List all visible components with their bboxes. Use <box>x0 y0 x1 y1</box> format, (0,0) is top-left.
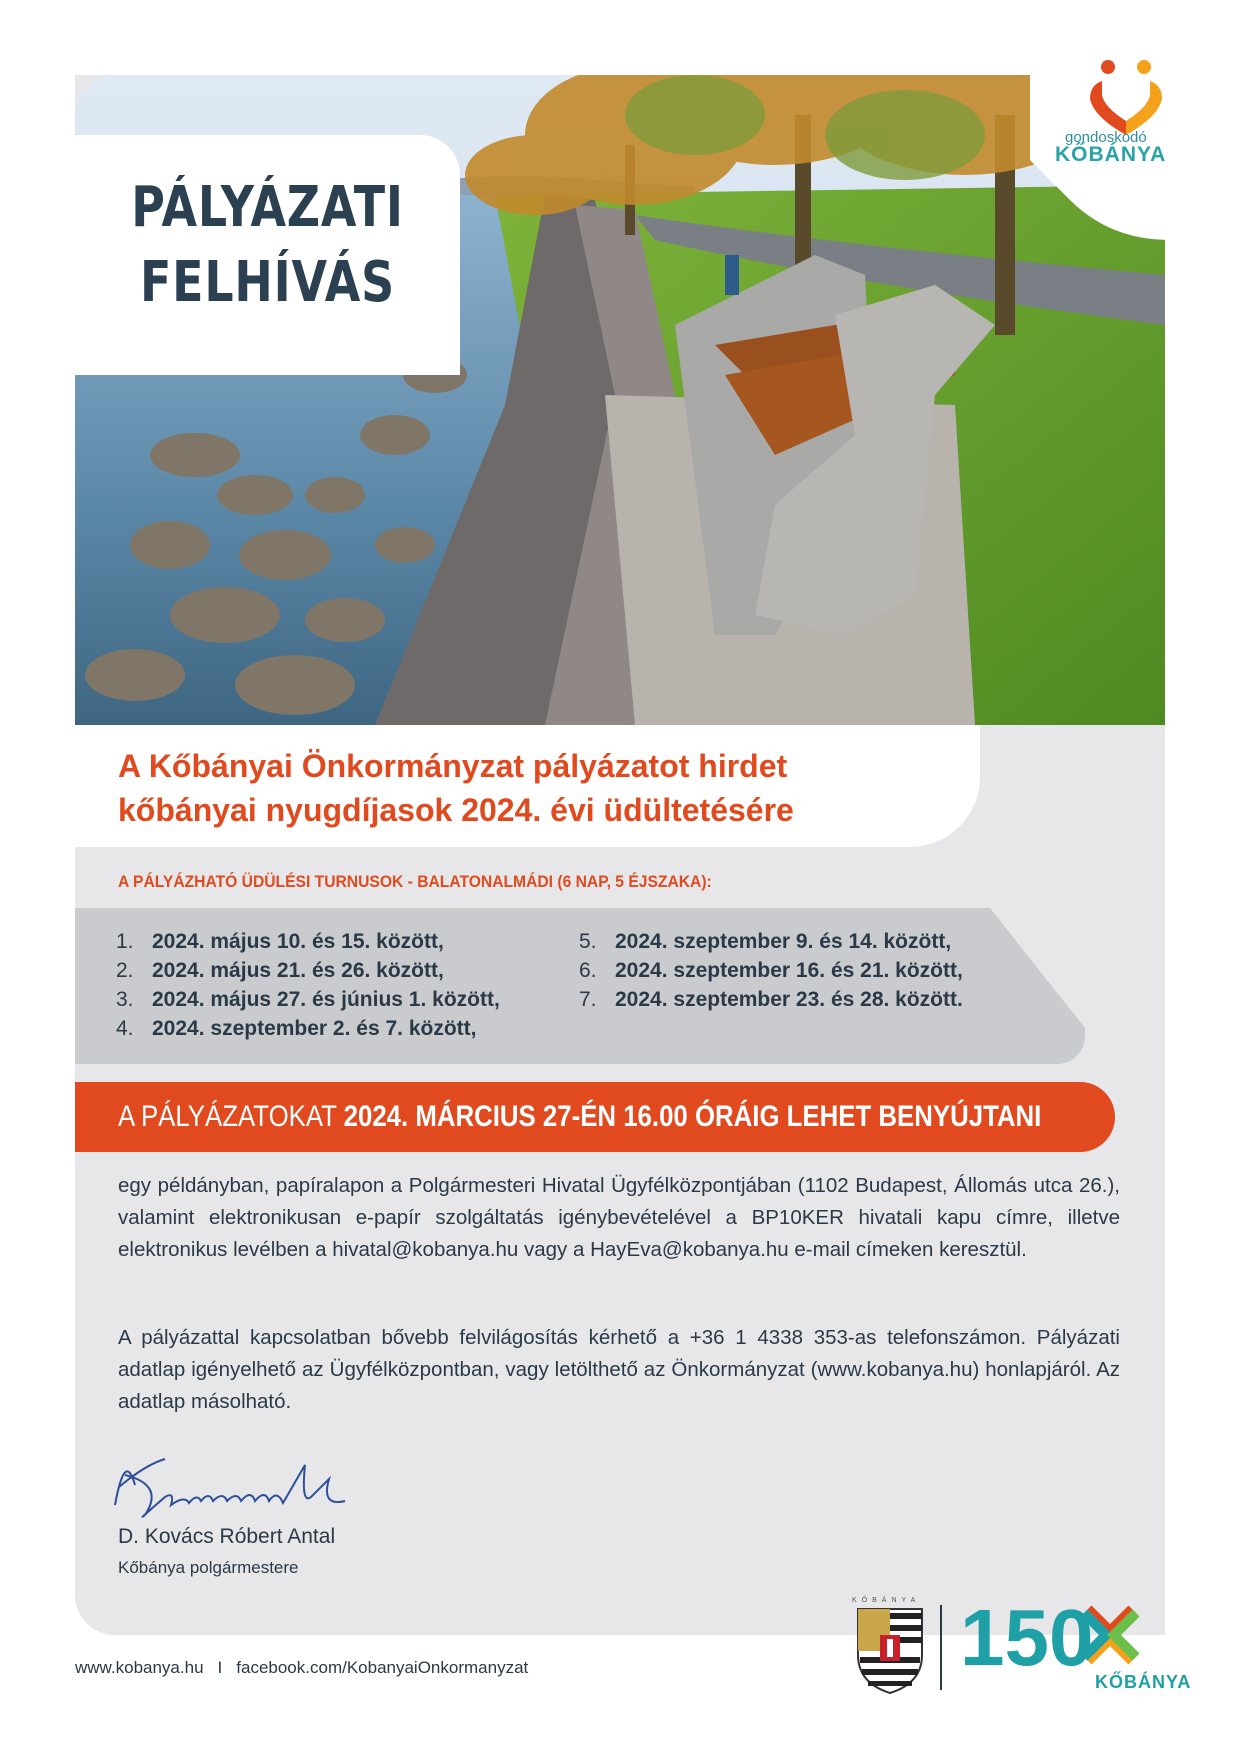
list-item: 7. 2024. szeptember 23. és 28. között. <box>579 988 963 1011</box>
list-item: 4. 2024. szeptember 2. és 7. között, <box>116 1017 477 1040</box>
crest-label: KŐBÁNYA <box>852 1597 921 1604</box>
logo-name: KŐBÁNYA <box>1055 143 1167 166</box>
list-item: 1. 2024. május 10. és 15. között, <box>116 930 444 953</box>
anniversary-150-icon <box>960 1595 1160 1680</box>
footer-divider <box>940 1605 942 1690</box>
turnus-heading: A PÁLYÁZHATÓ ÜDÜLÉSI TURNUSOK - BALATONALMÁDI (6 NAP, 5 ÉJSZAKA): <box>118 872 712 891</box>
anniversary-number: 150 <box>960 1595 1094 1675</box>
signer-title: Kőbánya polgármestere <box>118 1558 299 1577</box>
website-link[interactable]: www.kobanya.hu <box>75 1658 204 1677</box>
headline-line1: A Kőbányai Önkormányzat pályázatot hirdet <box>118 748 788 784</box>
list-item: 6. 2024. szeptember 16. és 21. között, <box>579 959 963 982</box>
page-title-line1: PÁLYÁZATI <box>131 175 404 240</box>
footer-links <box>75 1658 528 1678</box>
list-item: 3. 2024. május 27. és június 1. között, <box>116 988 500 1011</box>
list-item: 5. 2024. szeptember 9. és 14. között, <box>579 930 952 953</box>
facebook-link[interactable]: facebook.com/KobanyaiOnkormanyzat <box>236 1658 529 1677</box>
title-card <box>75 135 460 375</box>
footer-separator: I <box>217 1658 223 1677</box>
headline-line2: kőbányai nyugdíjasok 2024. évi üdültetésére <box>118 792 794 828</box>
signature-image <box>105 1445 385 1530</box>
info-paragraph: A pályázattal kapcsolatban bővebb felvilágosítás kérhető a +36 1 4338 353-as telefonszámon. Pályázati adatlap igényelhető az Ügyfélközpontban, vagy letölthető az Önkormányzat (www.kobanya.hu) honlapjáról. Az adatlap másolható. <box>118 1326 1120 1413</box>
logo-tagline: gondoskodó <box>1065 129 1147 146</box>
page-title-line2: FELHÍVÁS <box>139 250 396 315</box>
deadline-text: A PÁLYÁZATOKAT 2024. MÁRCIUS 27-ÉN 16.00 ÓRÁIG LEHET BENYÚJTANI <box>118 1100 1042 1133</box>
city-crest-icon <box>850 1595 930 1700</box>
anniversary-label: KŐBÁNYA <box>1095 1672 1192 1692</box>
submission-paragraph: egy példányban, papíralapon a Polgármesteri Hivatal Ügyfélközpontjában (1102 Budapest, Állomás utca 26.), valamint elektronikusan e-papír szolgáltatás igénybevételével a BP10KER hivatali kapu címre, illetve elektronikus levélben a hivatal@kobanya.hu vagy a HayEva@kobanya.hu e-mail címeken keresztül. <box>118 1174 1120 1261</box>
signer-name: D. Kovács Róbert Antal <box>118 1525 336 1548</box>
list-item: 2. 2024. május 21. és 26. között, <box>116 959 444 982</box>
